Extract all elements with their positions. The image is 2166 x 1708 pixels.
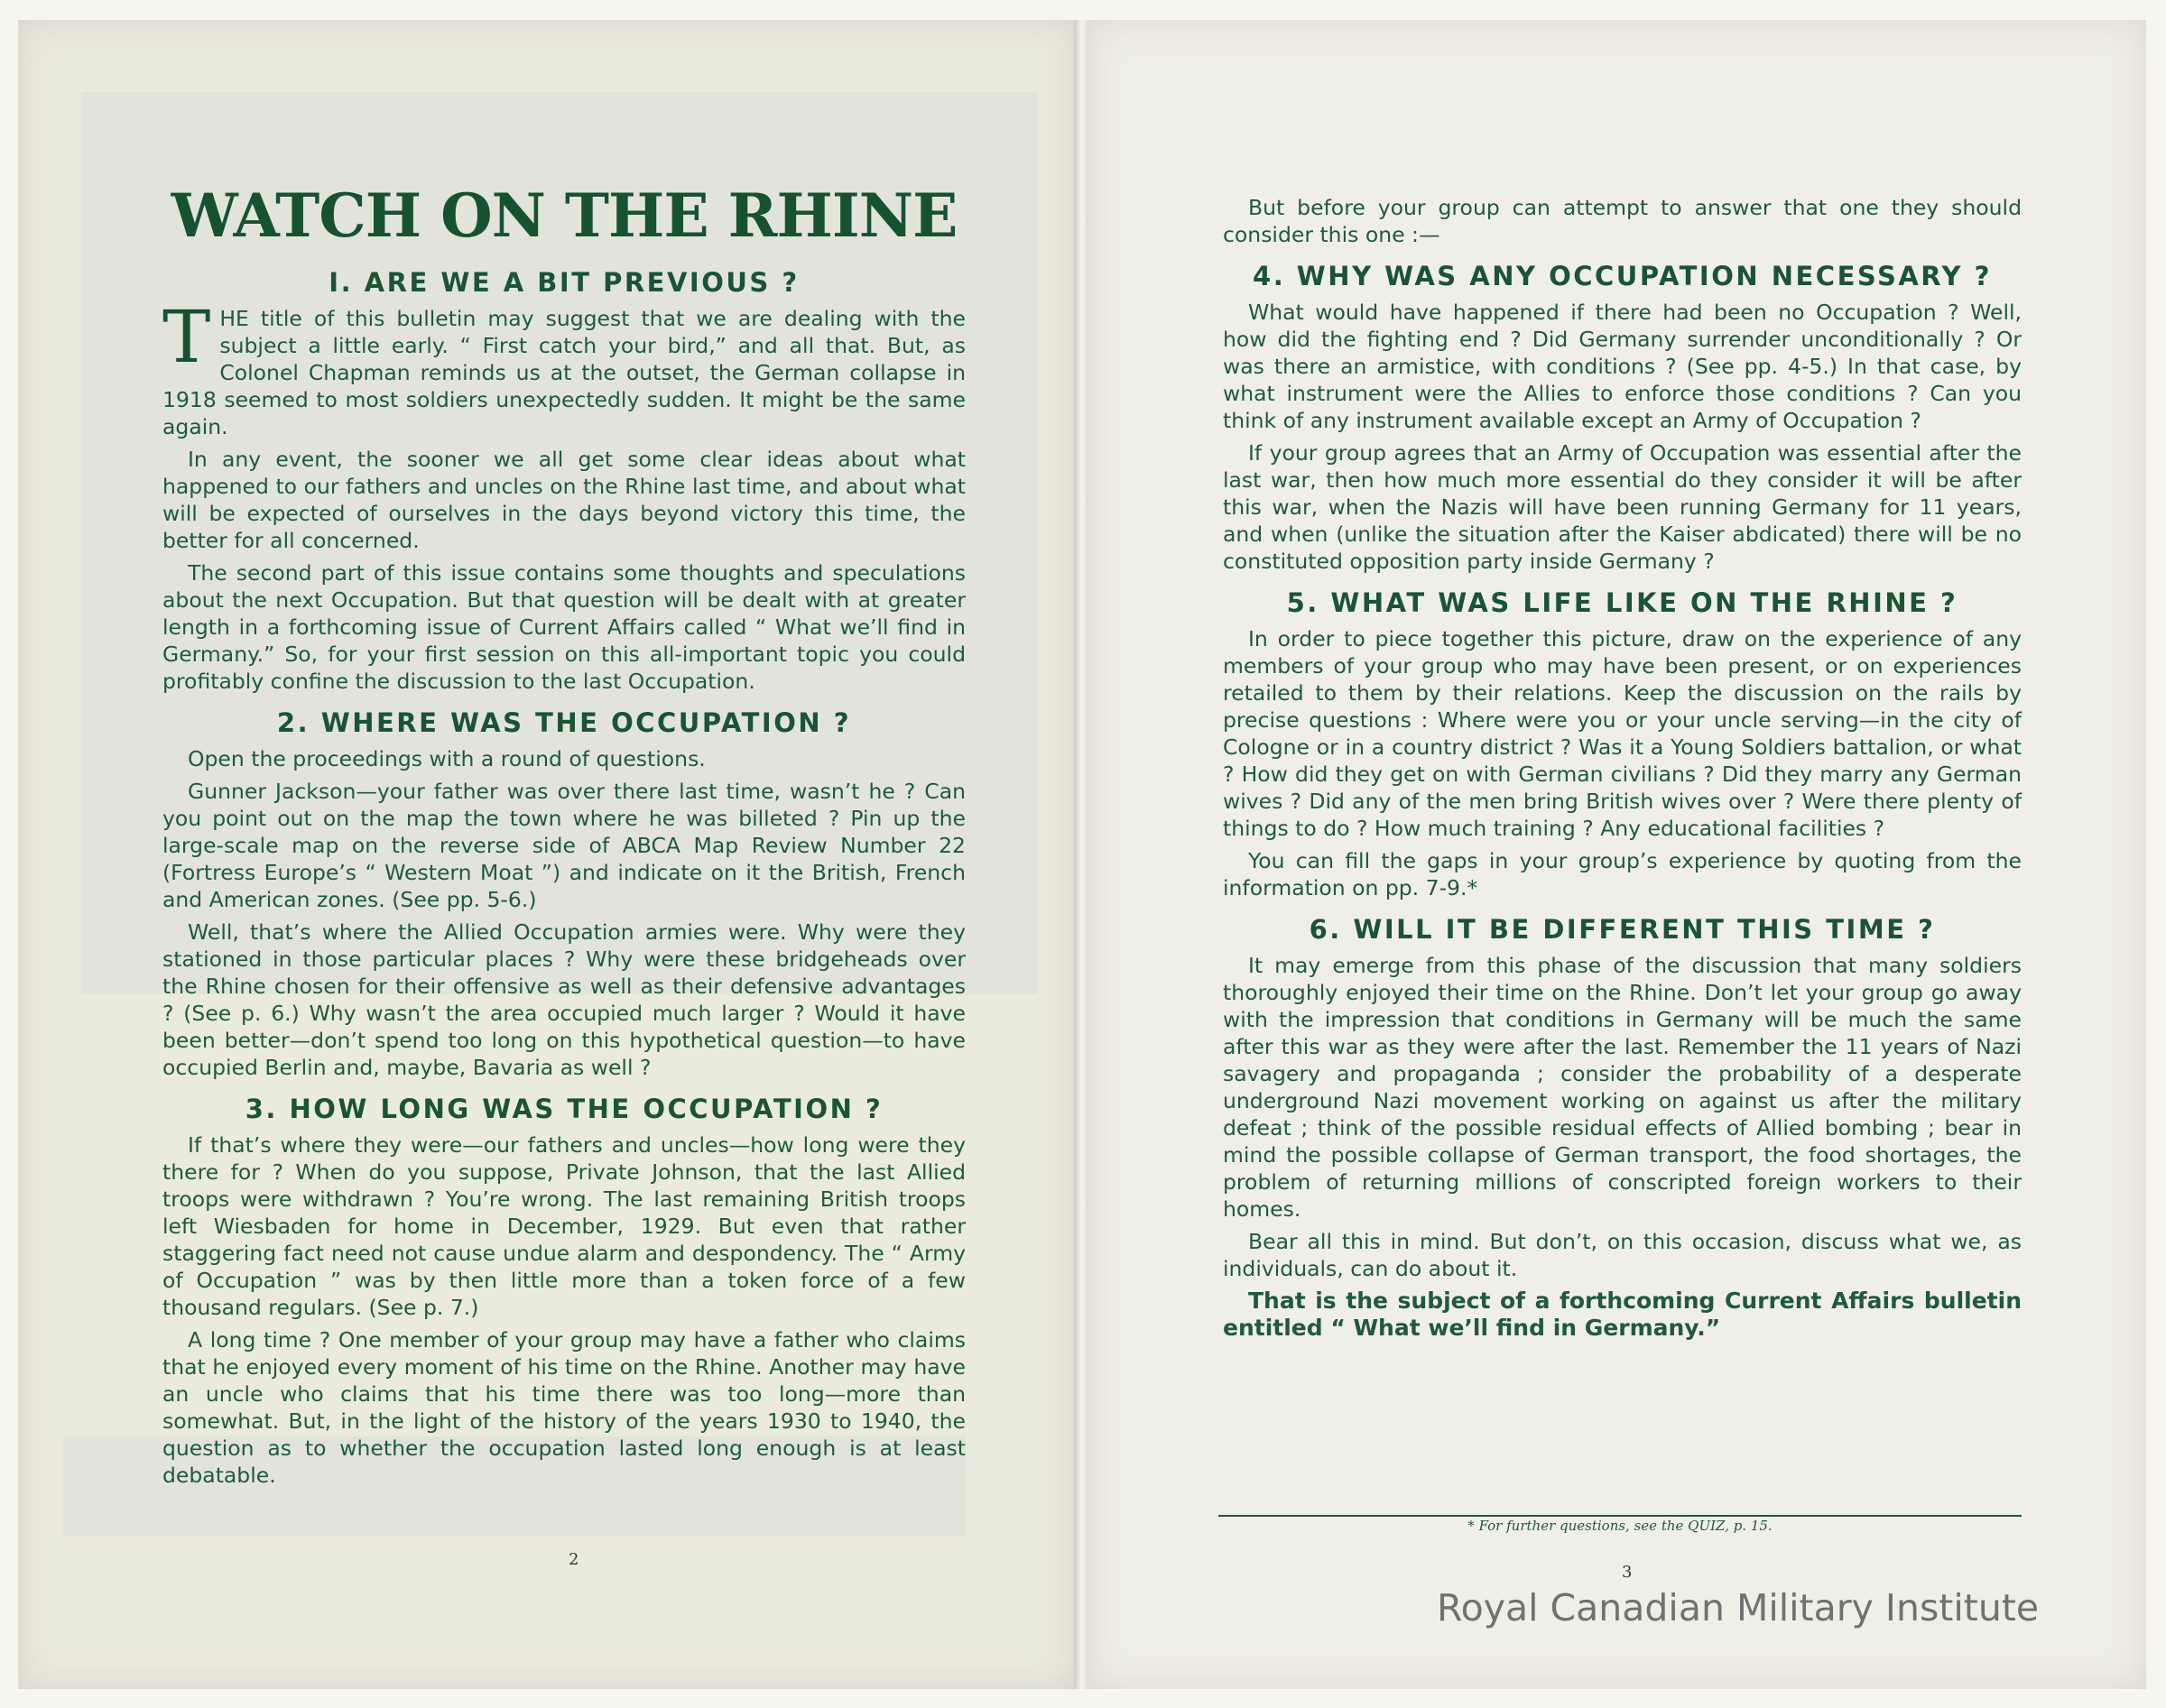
- section-2-paragraph-1: Open the proceedings with a round of questions.: [188, 746, 706, 771]
- section-4-paragraph-2: If your group agrees that an Army of Occupation was essential after the last war, then how much more essential do they consider it will be after this war, when the Nazis will have been running Germany for 11 years, and when (unlike the situation after the Kaiser abdicated) there will be no constituted opposition party inside Germany ?: [1223, 440, 2022, 574]
- intro-paragraph: But before your group can attempt to answer that one they should consider this one :—: [1223, 195, 2022, 247]
- right-column: [1223, 194, 2022, 1347]
- section-3-paragraph-2: A long time ? One member of your group may have a father who claims that he enjoyed every moment of his time on the Rhine. Another may have an uncle who claims that his time there was too long—more than somewhat. But, in the light of the history of the years 1930 to 1940, the question as to whether the occupation lasted long enough is at least debatable.: [162, 1327, 966, 1488]
- footnote-rule: [1218, 1515, 2022, 1517]
- section-5-paragraph-1: In order to piece together this picture, draw on the experience of any members of your group who may have been present, or on experiences retailed to them by their relations. Keep the discussion on the rails by precise questions : Where were you or your uncle serving—in the city of Cologne or in a country district ? Was it a Young Soldiers battalion, or what ? How did they get on with German civilians ? Did they marry any German wives ? Did any of the men bring British wives over ? Were there plenty of things to do ? How much training ? Any educational facilities ?: [1223, 626, 2022, 841]
- institution-watermark: Royal Canadian Military Institute: [1437, 1586, 2040, 1630]
- section-heading-1: I. ARE WE A BIT PREVIOUS ?: [329, 267, 800, 298]
- section-heading-5: 5. WHAT WAS LIFE LIKE ON THE RHINE ?: [1286, 587, 1958, 618]
- section-4-paragraph-1: What would have happened if there had been no Occupation ? Well, how did the fighting end ? Did Germany surrender unconditionally ? Or was there an armistice, with conditions ? (See pp. 4-5.) In that case, by what instrument were the Allies to enforce those conditions ? Can you think of any instrument available except an Army of Occupation ?: [1223, 300, 2022, 433]
- section-6-paragraph-2: Bear all this in mind. But don’t, on this occasion, discuss what we, as individuals, can do about it.: [1223, 1229, 2022, 1281]
- section-heading-2: 2. WHERE WAS THE OCCUPATION ?: [276, 707, 852, 738]
- section-2-paragraph-3: Well, that’s where the Allied Occupation armies were. Why were they stationed in those particular places ? Why were these bridgeheads over the Rhine chosen for their offensive as well as their defensive advantages ? (See p. 6.) Why wasn’t the area occupied much larger ? Would it have been better—don’t spend too long on this hypothetical question—to have occupied Berlin and, maybe, Bavaria as well ?: [162, 919, 966, 1080]
- section-1-paragraph-3: The second part of this issue contains some thoughts and speculations about the next Occupation. But that question will be dealt with at greater length in a forthcoming issue of Current Affairs called “ What we’ll find in Germany.” So, for your first session on this all-important topic you could profitably confine the discussion to the last Occupation.: [162, 560, 966, 694]
- section-heading-3: 3. HOW LONG WAS THE OCCUPATION ?: [245, 1094, 884, 1124]
- section-1-paragraph-1: THE title of this bulletin may suggest that we are dealing with the subject a little early. “ First catch your bird,” and all that. But, as Colonel Chapman reminds us at the outset, the German collapse in 1918 seemed to most soldiers unexpectedly sudden. It might be the same again.: [162, 295, 966, 439]
- left-column: [162, 254, 966, 1494]
- section-heading-6: 6. WILL IT BE DIFFERENT THIS TIME ?: [1309, 914, 1936, 945]
- section-heading-4: 4. WHY WAS ANY OCCUPATION NECESSARY ?: [1253, 261, 1992, 291]
- section-2-paragraph-2: Gunner Jackson—your father was over there last time, wasn’t he ? Can you point out on the map the town where he was billeted ? Pin up the large-scale map on the reverse side of ABCA Map Review Number 22 (Fortress Europe’s “ Western Moat ”) and indicate on it the British, French and American zones. (See pp. 5-6.): [162, 779, 966, 912]
- section-3-paragraph-1: If that’s where they were—our fathers and uncles—how long were they there for ? When do you suppose, Private Johnson, that the last Allied troops were withdrawn ? You’re wrong. The last remaining British troops left Wiesbaden for home in December, 1929. But even that rather staggering fact need not cause undue alarm and despondency. The “ Army of Occupation ” was by then little more than a token force of a few thousand regulars. (See p. 7.): [162, 1132, 966, 1320]
- page-number-left: 2: [569, 1550, 579, 1569]
- section-5-paragraph-2: You can fill the gaps in your group’s experience by quoting from the information on pp. 7-9.*: [1223, 848, 2022, 900]
- drop-cap: T: [162, 295, 211, 379]
- section-1-paragraph-2: In any event, the sooner we all get some clear ideas about what happened to our fathers and uncles on the Rhine last time, and about what will be expected of ourselves in the days beyond victory this time, the better for all concerned.: [162, 447, 966, 553]
- page-title: WATCH ON THE RHINE: [171, 180, 958, 251]
- footnote: * For further questions, see the QUIZ, p. 15.: [1467, 1518, 1773, 1534]
- section-6-paragraph-1: It may emerge from this phase of the discussion that many soldiers thoroughly enjoyed their time on the Rhine. Don’t let your group go away with the impression that conditions in Germany will be much the same after this war as they were after the last. Remember the 11 years of Nazi savagery and propaganda ; consider the probability of a desperate underground Nazi movement working on against us after the military defeat ; think of the possible residual effects of Allied bombing ; bear in mind the possible collapse of German transport, the food shortages, the problem of returning millions of conscripted foreign workers to their homes.: [1223, 953, 2022, 1222]
- page-number-right: 3: [1622, 1563, 1633, 1582]
- closing-note: That is the subject of a forthcoming Current Affairs bulletin entitled “ What we’ll find in Germany.”: [1223, 1288, 2022, 1341]
